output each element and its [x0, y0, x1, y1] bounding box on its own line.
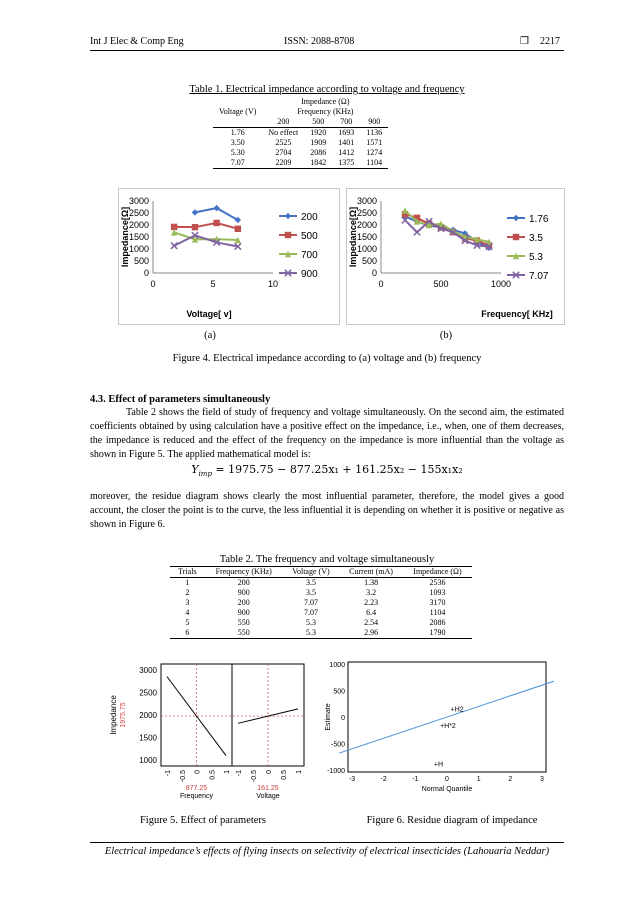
- table2-cell: 200: [237, 598, 250, 607]
- figure6: [322, 660, 554, 800]
- x-tick-label: 0: [266, 770, 273, 774]
- table1-cell: 5.30: [230, 148, 245, 157]
- x-tick-label: 1: [476, 776, 481, 783]
- figure5-caption: Figure 5. Effect of parameters: [139, 815, 267, 826]
- table1-cell: 1693: [338, 128, 355, 137]
- issn: ISSN: 2088-8708: [284, 36, 355, 47]
- y-axis-label: Impedance[Ω]: [120, 206, 130, 268]
- data-point: [192, 224, 198, 230]
- table1-freq-col: 900: [368, 117, 381, 126]
- section-paragraph-2: moreover, the residue diagram shows clearly the most influential parameter, therefore, the model gives a good account, the closer the point is to the curve, the less influential it is depending on whether it is positive or negative as shown in Figure 6.: [90, 491, 564, 530]
- table2-cell: 3: [185, 598, 190, 607]
- x-tick-label: -1: [165, 770, 172, 777]
- data-point: [192, 209, 198, 215]
- equation-rhs: = 1975.75 − 877.25x₁ + 161.25x₂ − 155x₁x₂: [215, 463, 463, 476]
- data-point: [213, 220, 219, 226]
- data-point: [235, 226, 241, 232]
- table1-cell: 2209: [275, 158, 292, 167]
- y-axis-label: Impedance: [109, 695, 118, 735]
- fit-line: [339, 681, 554, 753]
- x-tick-label: 3: [540, 776, 544, 783]
- table2-cell: 5.3: [305, 628, 316, 637]
- table1: [213, 97, 388, 169]
- y-tick-label: -1000: [327, 768, 345, 775]
- data-point: [171, 224, 177, 230]
- y-tick-label: 1500: [139, 733, 157, 743]
- series-line: [174, 223, 238, 229]
- x-tick-label: 0.5: [209, 770, 217, 780]
- residue-plot: [322, 660, 554, 800]
- y-tick-label: 0: [371, 268, 377, 278]
- equation-sub: imp: [198, 470, 212, 479]
- header-rule: [90, 50, 564, 51]
- equation-lhs: Y: [191, 463, 199, 476]
- table1-cell: No effect: [268, 128, 299, 137]
- table1-cell: 1571: [366, 138, 383, 147]
- x-tick-label: -0.5: [179, 770, 187, 783]
- x-tick-label: -3: [348, 776, 356, 783]
- table2-cell: 3170: [429, 598, 446, 607]
- legend-label: 5.3: [529, 252, 543, 263]
- table1-cell: 1909: [310, 138, 327, 147]
- table2-row: [170, 628, 472, 639]
- chart-voltage: [119, 189, 339, 324]
- table2-row: [170, 598, 472, 608]
- panel-label: Frequency: [179, 793, 214, 800]
- y-tick-label: 0: [143, 268, 149, 278]
- table2-cell: 550: [237, 628, 250, 637]
- x-axis-label: Voltage[ v]: [186, 309, 232, 319]
- table1-row: [213, 128, 388, 139]
- table2-cell: 1790: [429, 628, 446, 637]
- figure4-caption: Figure 4. Electrical impedance according to (a) voltage and (b) frequency: [172, 353, 482, 364]
- table2-cell: 2086: [429, 618, 446, 627]
- data-point: +H*2: [440, 723, 456, 731]
- table1-cell: 2086: [310, 148, 327, 157]
- y-tick-label: 0: [341, 715, 345, 722]
- equation: [90, 463, 564, 478]
- effect-value: 877.25: [185, 785, 208, 792]
- table1-cell: 1401: [338, 138, 355, 147]
- table1-cell: 3.50: [230, 138, 245, 147]
- journal-name: Int J Elec & Comp Eng: [90, 36, 184, 47]
- section-heading: 4.3. Effect of parameters simultaneously: [90, 394, 271, 405]
- figure6-caption: Figure 6. Residue diagram of impedance: [366, 815, 538, 826]
- table2-cell: 5: [185, 618, 190, 627]
- y-tick-label: 1500: [356, 232, 377, 242]
- table2-cell: 900: [237, 588, 250, 597]
- y-tick-label: 1000: [139, 756, 157, 765]
- table2-cell: 900: [237, 608, 250, 617]
- table1-caption-text: Table 1. Electrical impedance according to voltage and frequency: [189, 84, 465, 95]
- x-tick-label: 1000: [490, 279, 512, 289]
- x-tick-label: 0: [445, 776, 449, 783]
- table1-freq-col: 700: [340, 117, 353, 126]
- table2-row: [170, 608, 472, 618]
- table2-cell: 550: [237, 618, 250, 627]
- table2-caption: Table 2. The frequency and voltage simultaneously: [219, 554, 435, 565]
- y-tick-label: 2500: [139, 688, 157, 698]
- data-point: [513, 215, 519, 221]
- y-tick-label: 500: [361, 256, 377, 266]
- legend-label: 1.76: [529, 214, 549, 225]
- table2-cell: 6.4: [366, 608, 377, 617]
- y-tick-label: 2500: [128, 208, 149, 218]
- legend-label: 900: [301, 269, 318, 280]
- x-axis-label: Normal Quantile: [421, 786, 473, 793]
- table2-cell: 2.54: [364, 618, 379, 627]
- x-tick-label: -1: [236, 770, 243, 777]
- table1-cell: 1920: [310, 128, 327, 137]
- table2-row: [170, 588, 472, 598]
- legend-label: 700: [301, 250, 318, 261]
- x-tick-label: 0: [378, 279, 384, 289]
- y-tick-label: 2000: [139, 711, 157, 720]
- table1-row: [213, 158, 388, 169]
- table1-freq-col: 500: [312, 117, 325, 126]
- x-tick-label: 10: [267, 279, 279, 289]
- legend-label: 3.5: [529, 233, 543, 244]
- legend-label: 500: [301, 231, 318, 242]
- table1-cell: 2704: [275, 148, 292, 157]
- table1-cell: 7.07: [230, 158, 245, 167]
- effect-plot: [108, 660, 308, 800]
- table2-header: Trials: [178, 567, 197, 576]
- effect-value: 161.25: [257, 785, 279, 792]
- x-tick-label: 0.5: [281, 770, 288, 780]
- y-tick-label: 1500: [128, 232, 149, 242]
- table1-cell: 1.76: [230, 128, 245, 137]
- y-tick-label: 1000: [128, 244, 149, 254]
- table2-cell: 1: [185, 578, 190, 587]
- y-tick-label: 500: [333, 688, 345, 696]
- table2-cell: 4: [185, 608, 190, 617]
- table2-cell: 1104: [429, 608, 446, 617]
- x-tick-label: 500: [433, 279, 449, 289]
- table1-caption: [90, 84, 564, 95]
- data-point: [402, 207, 408, 213]
- y-tick-label: 1000: [329, 662, 345, 669]
- x-tick-label: 0: [150, 279, 156, 289]
- legend-label: 200: [301, 212, 318, 223]
- y-tick-label: 2000: [128, 220, 149, 230]
- table1-cell: 1136: [366, 128, 383, 137]
- chart-frequency: [347, 189, 564, 324]
- x-tick-label: 2: [508, 776, 513, 783]
- table1-cell: 1274: [366, 148, 383, 157]
- table2-cell: 7.07: [303, 598, 318, 607]
- table1-head-frequency: Frequency (KHz): [297, 107, 354, 116]
- figure5: [108, 660, 308, 800]
- table1-head-voltage: Voltage (V): [219, 107, 257, 116]
- data-point: [285, 232, 291, 238]
- x-tick-label: -0.5: [251, 770, 258, 783]
- legend-label: 7.07: [529, 271, 549, 282]
- table2-header: Frequency (KHz): [215, 567, 272, 576]
- footer-rule: [90, 842, 564, 843]
- y-tick-label: 500: [133, 256, 149, 266]
- table2-cell: 1093: [429, 588, 446, 597]
- footer-text: Electrical impedance’s effects of flying insects on selectivity of electrical insecticides (Lahouaria Neddar): [104, 846, 550, 857]
- table2-header: Voltage (V): [292, 567, 330, 576]
- section-paragraph-1: Table 2 shows the field of study of frequency and voltage simultaneously. On the second aim, the estimated coefficients obtained by using calculation have a positive effect on the impedance, i.e., when, one of them decreases, the impedance is reduced and the effect of the frequency on the impedance is more influential than the voltage as shown in Figure 5. The applied mathematical model is:: [90, 407, 564, 460]
- table2-cell: 3.5: [305, 578, 316, 587]
- table2-cell: 3.5: [305, 588, 316, 597]
- table1-cell: 1104: [366, 158, 383, 167]
- table2-cell: 1.38: [364, 578, 379, 587]
- chart-frequency-box: [346, 188, 565, 325]
- fig4-label-b: (b): [439, 330, 453, 341]
- table1-cell: 1375: [338, 158, 355, 167]
- table2-cell: 2: [185, 588, 190, 597]
- table1-head-impedance: Impedance (Ω): [301, 97, 350, 106]
- y-tick-label: -500: [330, 741, 345, 749]
- x-axis-label: Frequency[ KHz]: [481, 309, 553, 319]
- fig4-label-a: (a): [204, 330, 216, 341]
- y-tick-label: 2500: [356, 208, 377, 218]
- table2-cell: 5.3: [305, 618, 316, 627]
- table2-cell: 3.2: [366, 588, 377, 597]
- table1-cell: 2525: [275, 138, 292, 147]
- x-tick-label: 0: [194, 770, 202, 774]
- data-point: [513, 234, 519, 240]
- table2-cell: 7.07: [303, 608, 318, 617]
- y-tick-label: 3000: [356, 196, 377, 206]
- y-axis-label: Impedance[Ω]: [348, 206, 358, 268]
- x-tick-label: -2: [380, 776, 387, 783]
- series-line: [174, 235, 238, 246]
- y-axis-label: Estimate: [325, 703, 332, 731]
- table2-header: Current (mA): [349, 567, 393, 576]
- page-mark: ❒: [520, 36, 529, 47]
- page-number: 2217: [540, 36, 560, 47]
- x-tick-label: 5: [210, 279, 216, 289]
- table1-cell: 1842: [310, 158, 327, 167]
- y-tick-label: 2000: [356, 220, 377, 230]
- x-tick-label: 1: [224, 770, 231, 774]
- table2: [170, 567, 472, 639]
- table1-row: [213, 138, 388, 148]
- table2-cell: 200: [237, 578, 250, 587]
- y-tick-label: 3000: [139, 666, 157, 675]
- table1-row: [213, 148, 388, 158]
- x-tick-label: 1: [296, 770, 303, 774]
- table1-freq-col: 200: [277, 117, 290, 126]
- table2-header: Impedance (Ω): [413, 567, 462, 576]
- y-tick-label: 3000: [128, 196, 149, 206]
- table2-row: [170, 578, 472, 589]
- table2-cell: 2.96: [364, 628, 379, 637]
- panel-label: Voltage: [256, 793, 280, 800]
- y-axis-value: 1975.75: [120, 702, 127, 728]
- chart-voltage-box: [118, 188, 340, 325]
- table2-cell: 2.23: [364, 598, 379, 607]
- table2-cell: 6: [185, 628, 190, 637]
- table2-row: [170, 618, 472, 628]
- data-point: +H2: [450, 706, 464, 714]
- data-point: +H: [433, 761, 444, 769]
- table1-cell: 1412: [338, 148, 355, 157]
- table2-cell: 2536: [429, 578, 446, 587]
- x-tick-label: -1: [412, 776, 419, 783]
- y-tick-label: 1000: [356, 244, 377, 254]
- data-point: [285, 213, 291, 219]
